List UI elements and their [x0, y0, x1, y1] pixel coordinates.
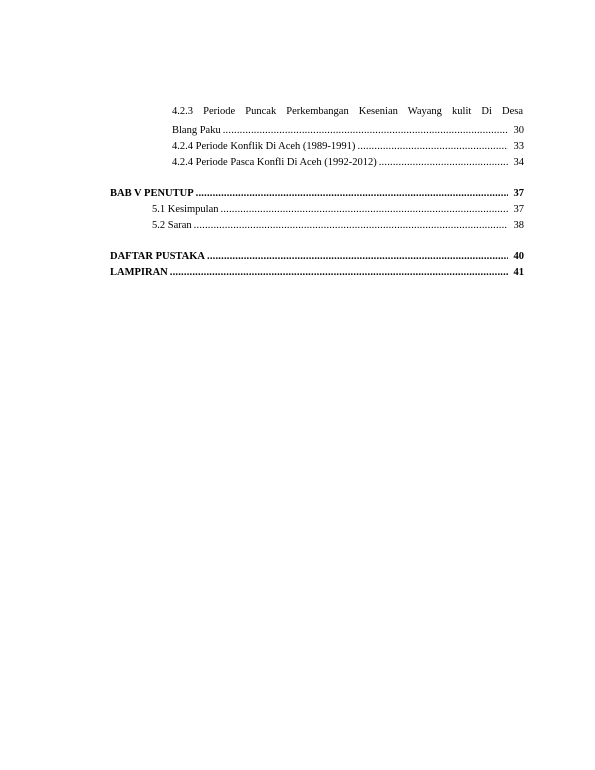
toc-page-number: 37: [513, 204, 524, 215]
toc-entry-text: 5.2 Saran: [152, 220, 192, 231]
toc-entry-text: DAFTAR PUSTAKA: [110, 251, 205, 262]
dot-leader: [196, 187, 508, 200]
toc-page-number: 40: [513, 251, 524, 262]
toc-entry-text: BAB V PENUTUP: [110, 188, 194, 199]
dot-leader: [221, 203, 509, 216]
dot-leader: [357, 140, 508, 153]
toc-page-number: 37: [513, 188, 524, 199]
toc-entry-text: 4.2.4 Periode Konflik Di Aceh (1989-1991): [172, 141, 356, 152]
dot-leader: [379, 156, 508, 169]
toc-chapter-bab-v: [110, 187, 524, 200]
toc-entry-4-2-4-pasca: [172, 156, 524, 169]
toc-entry-text: 4.2.3 Periode Puncak Perkembangan Kesenian Wayang kulit Di Desa: [172, 106, 523, 117]
toc-daftar-pustaka: [110, 250, 524, 263]
toc-entry-5-1: [152, 203, 524, 216]
toc-entry-text: 5.1 Kesimpulan: [152, 204, 219, 215]
toc-entry-text: LAMPIRAN: [110, 267, 168, 278]
toc-page-number: 30: [513, 125, 524, 136]
toc-lampiran: [110, 266, 524, 279]
toc-page-number: 34: [513, 157, 524, 168]
toc-entry-4-2-3-line2: [172, 124, 524, 137]
toc-entry-4-2-3-line1: [172, 105, 523, 118]
toc-page-number: 38: [513, 220, 524, 231]
dot-leader: [207, 250, 508, 263]
toc-entry-4-2-4-konflik: [172, 140, 524, 153]
toc-entry-5-2: [152, 219, 524, 232]
toc-page-number: 33: [513, 141, 524, 152]
dot-leader: [170, 266, 508, 279]
toc-entry-text: Blang Paku: [172, 125, 221, 136]
dot-leader: [223, 124, 508, 137]
toc-entry-text: 4.2.4 Periode Pasca Konfli Di Aceh (1992-2012): [172, 157, 377, 168]
dot-leader: [194, 219, 508, 232]
toc-page-number: 41: [513, 267, 524, 278]
